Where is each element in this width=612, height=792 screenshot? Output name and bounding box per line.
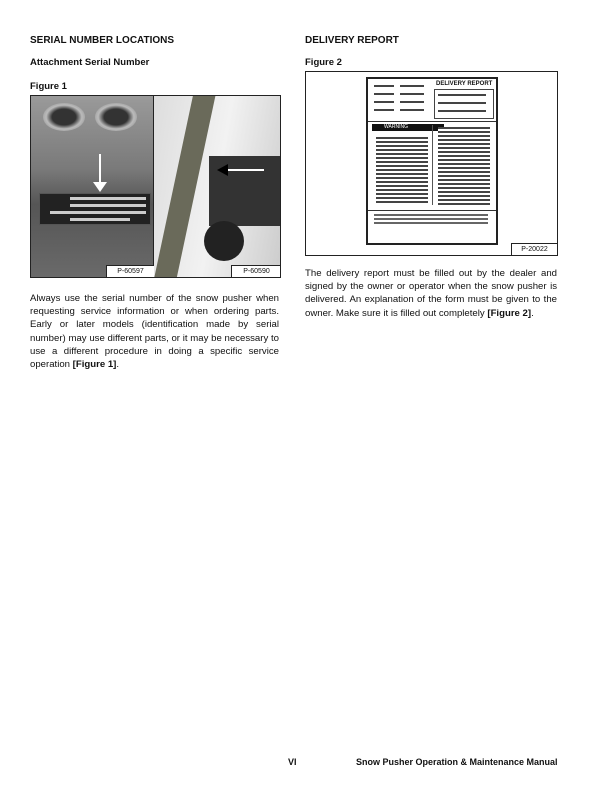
delivery-paragraph: The delivery report must be filled out by the dealer and signed by the owner or operator when the snow pusher is delivered. An explanation of the form must be given to the owner. Make sure it is filled out completely [Figure 2].: [305, 268, 557, 319]
figure-1: [30, 95, 281, 278]
page-number: VI: [288, 757, 297, 767]
arrow-down-icon: [93, 182, 107, 192]
frame-photo: [154, 96, 280, 277]
figure-label: P-20022: [511, 243, 557, 255]
figure-2-title: Figure 2: [305, 57, 342, 68]
arrow-left-icon: [217, 164, 228, 176]
delivery-report-form-image: DELIVERY REPORT WARNING: [366, 77, 498, 245]
serial-paragraph: Always use the serial number of the snow pusher when requesting service information or when ordering parts. Early or later models (identification made by serial number) may use different parts, or it may be necessary to use a different procedure in doing a specific service operation [Figure 1].: [30, 293, 279, 371]
footer-manual-title: Snow Pusher Operation & Maintenance Manual: [356, 757, 558, 767]
serial-plate-photo: [31, 96, 154, 277]
section-heading-delivery: DELIVERY REPORT: [305, 35, 399, 46]
figure-label: P-60590: [231, 265, 281, 277]
figure-2: [305, 71, 558, 256]
section-heading-serial: SERIAL NUMBER LOCATIONS: [30, 35, 175, 46]
figure-label: P-60597: [106, 265, 154, 277]
subheading-attachment-serial: Attachment Serial Number: [30, 57, 150, 68]
figure-1-title: Figure 1: [30, 81, 67, 92]
serial-plate: [39, 193, 151, 225]
